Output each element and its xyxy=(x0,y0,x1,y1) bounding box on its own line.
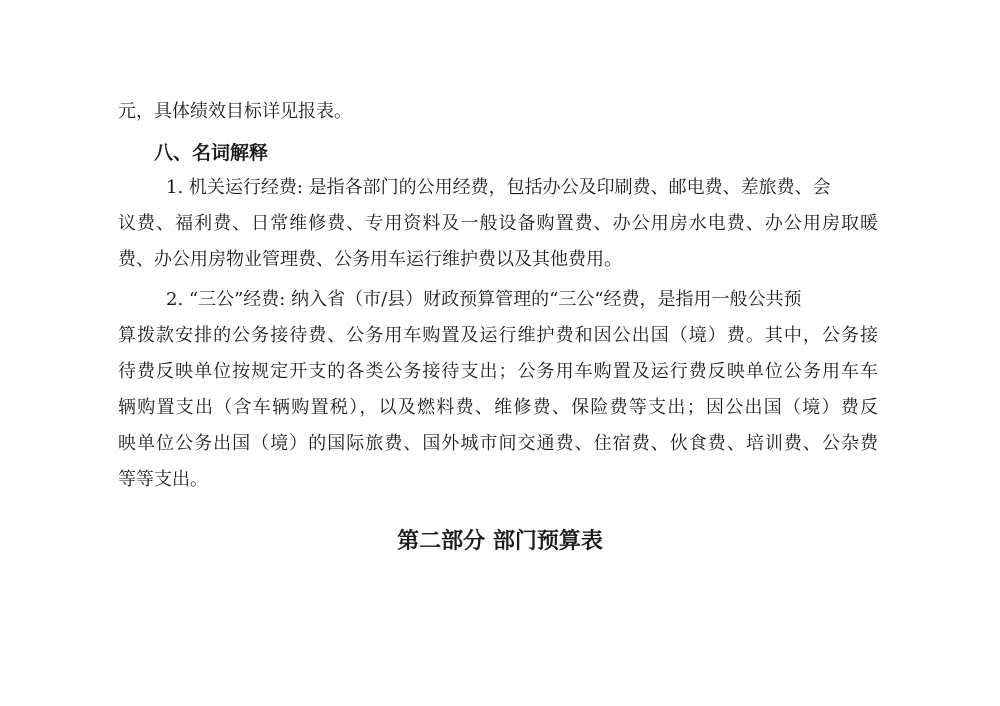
term-2-line-3: 待费反映单位按规定开支的各类公务接待支出；公务用车购置及运行费反映单位公务用车车 xyxy=(118,361,878,382)
term-1-line-1: 1. 机关运行经费: 是指各部门的公用经费，包括办公及印刷费、邮电费、差旅费、会 xyxy=(166,177,831,198)
term-2-line-4: 辆购置支出（含车辆购置税），以及燃料费、维修费、保险费等支出；因公出国（境）费反 xyxy=(118,397,878,418)
part-title: 第二部分 部门预算表 xyxy=(397,529,603,554)
term-1-line-3: 费、办公用房物业管理费、公务用车运行维护费以及其他费用。 xyxy=(118,249,622,270)
term-2-line-1: 2. “三公”经费: 纳入省（市/县）财政预算管理的“三公“经费，是指用一般公共预 xyxy=(166,289,802,310)
term-2-line-6: 等等支出。 xyxy=(118,469,208,490)
section-heading: 八、名词解释 xyxy=(154,142,269,164)
term-1-line-2: 议费、福利费、日常维修费、专用资料及一般设备购置费、办公用房水电费、办公用房取暖 xyxy=(118,213,878,234)
term-2-line-5: 映单位公务出国（境）的国际旅费、国外城市间交通费、住宿费、伙食费、培训费、公杂费 xyxy=(118,433,878,454)
term-2-line-2: 算拨款安排的公务接待费、公务用车购置及运行维护费和因公出国（境）费。其中，公务接 xyxy=(118,325,878,346)
intro-line: 元，具体绩效目标详见报表。 xyxy=(118,101,352,122)
